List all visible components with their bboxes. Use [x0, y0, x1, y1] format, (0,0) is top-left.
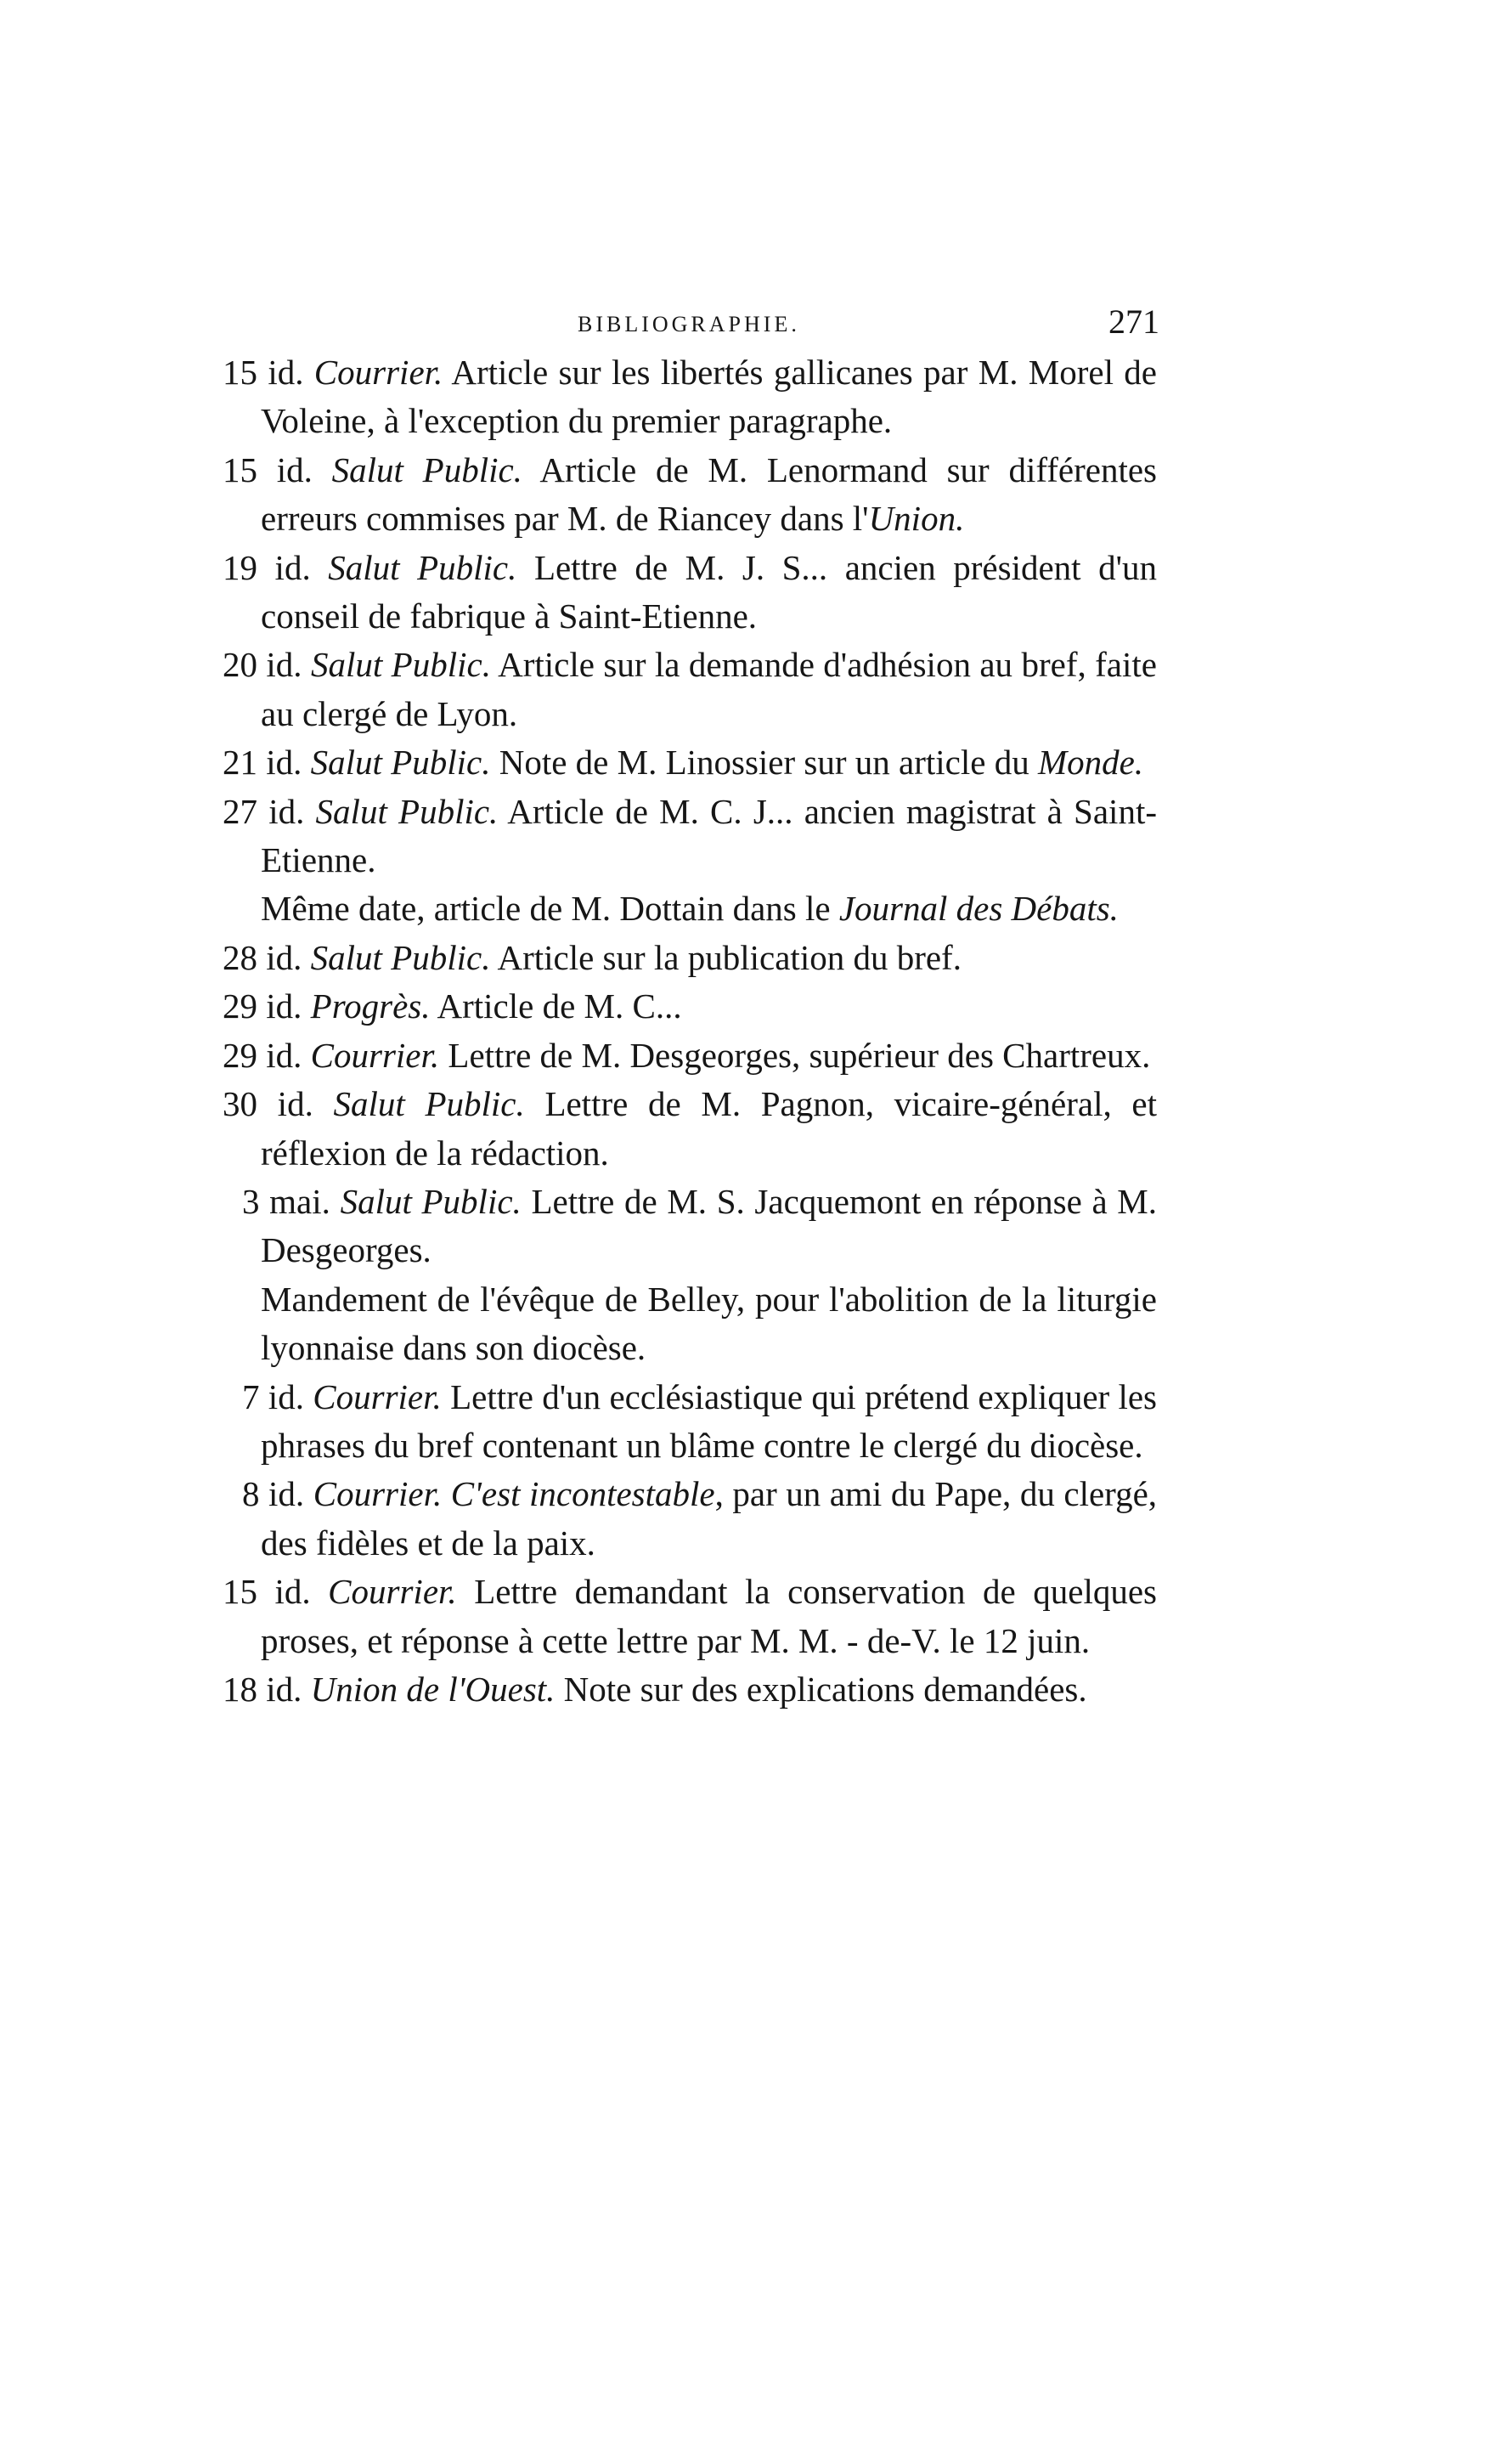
list-item [223, 1665, 1157, 1714]
entry-date: 28 id. [223, 937, 302, 977]
entry-text: Article sur la demande d'adhésion au bref, faite au clergé de Lyon. [261, 645, 1157, 733]
entry-text: Lettre de M. J. S... ancien président d'un conseil de fabrique à Saint-Etienne. [261, 547, 1158, 636]
list-item [223, 446, 1157, 544]
page-number: 271 [1108, 302, 1159, 341]
entry-text: Article de M. C. J... ancien magistrat à Saint-Etienne. [261, 791, 1157, 880]
entry-date: 19 id. [223, 547, 311, 587]
entry-source: Union de l'Ouest. [310, 1669, 556, 1709]
entry-date: 29 id. [223, 986, 302, 1026]
bibliography-list [223, 348, 1157, 1714]
entry-italic: Monde. [1037, 743, 1144, 783]
entry-text: Lettre de M. S. Jacquemont en réponse à M. Desgeorges. [261, 1181, 1158, 1270]
entry-text: Article sur la publication du bref. [497, 937, 962, 977]
entry-text: Lettre demandant la conservation de quelques proses, et réponse à cette lettre par M. M. - de-V. le 12 juin. [261, 1572, 1158, 1660]
entry-date: 20 id. [223, 645, 302, 685]
list-item [223, 1568, 1157, 1665]
entry-italic: Union. [868, 499, 965, 539]
entry-source: Courrier. [313, 353, 443, 392]
list-item [223, 348, 1157, 446]
entry-date: 27 id. [223, 791, 305, 831]
entry-text: Même date, article de M. Dottain dans le [261, 889, 839, 929]
list-item [223, 1178, 1157, 1275]
entry-source: Courrier. [328, 1572, 457, 1612]
entry-date: 15 id. [223, 449, 313, 489]
entry-date: 29 id. [223, 1035, 302, 1075]
entry-source: Salut Public. [310, 937, 491, 977]
list-item [223, 641, 1157, 738]
entry-date: 8 id. [242, 1474, 305, 1514]
list-item [223, 884, 1157, 933]
entry-text: , par un ami du Pape, du clergé, des fidèles et de la paix. [261, 1474, 1158, 1563]
page-header [225, 302, 1159, 353]
entry-text: Article de M. C... [437, 986, 682, 1026]
entry-source: Salut Public. [333, 1084, 525, 1124]
list-item [223, 544, 1157, 641]
entry-date: 21 id. [223, 743, 302, 783]
entry-date: 7 id. [242, 1376, 304, 1416]
entry-source: Salut Public. [315, 791, 499, 831]
entry-italic: Journal des Débats. [838, 889, 1119, 929]
entry-source: Salut Public. [310, 645, 491, 685]
entry-text: Article sur les libertés gallicanes par M. Morel de Voleine, à l'exception du premier paragraphe. [261, 353, 1157, 441]
entry-date: 3 mai. [242, 1181, 330, 1221]
entry-text: Lettre de M. Pagnon, vicaire-général, et réflexion de la rédaction. [261, 1084, 1158, 1173]
entry-source: Courrier. [313, 1474, 443, 1514]
entry-source: Courrier. [313, 1376, 442, 1416]
list-item [223, 1373, 1157, 1471]
entry-text: Lettre de M. Desgeorges, supérieur des Chartreux. [448, 1035, 1151, 1075]
list-item [223, 1080, 1157, 1178]
entry-italic: C'est incontestable [450, 1474, 715, 1514]
running-head: BIBLIOGRAPHIE. [578, 312, 800, 336]
entry-source: Salut Public. [328, 547, 517, 587]
entry-source: Courrier. [310, 1035, 440, 1075]
list-item [223, 788, 1157, 885]
entry-date: 15 id. [223, 353, 304, 392]
list-item [223, 1275, 1157, 1373]
entry-date: 30 id. [223, 1084, 313, 1124]
entry-source: Salut Public. [310, 743, 491, 783]
entry-text: Note de M. Linossier sur un article du [499, 743, 1038, 783]
entry-text: Lettre d'un ecclésiastique qui prétend expliquer les phrases du bref contenant un blâme contre le clergé du diocèse. [261, 1376, 1158, 1465]
entry-text: Article de M. Lenormand sur différentes erreurs commises par M. de Riancey dans l' [261, 449, 1157, 539]
list-item [223, 1031, 1157, 1080]
entry-source: Salut Public. [331, 449, 522, 489]
list-item [223, 982, 1157, 1031]
entry-source: Salut Public. [340, 1181, 522, 1221]
entry-source: Progrès. [310, 986, 431, 1026]
entry-date: 18 id. [223, 1669, 302, 1709]
list-item [223, 738, 1157, 787]
entry-text: Mandement de l'évêque de Belley, pour l'abolition de la liturgie lyonnaise dans son diocèse. [261, 1279, 1157, 1368]
entry-text: Note sur des explications demandées. [563, 1669, 1087, 1709]
list-item [223, 1470, 1157, 1568]
entry-date: 15 id. [223, 1572, 311, 1612]
list-item [223, 934, 1157, 982]
